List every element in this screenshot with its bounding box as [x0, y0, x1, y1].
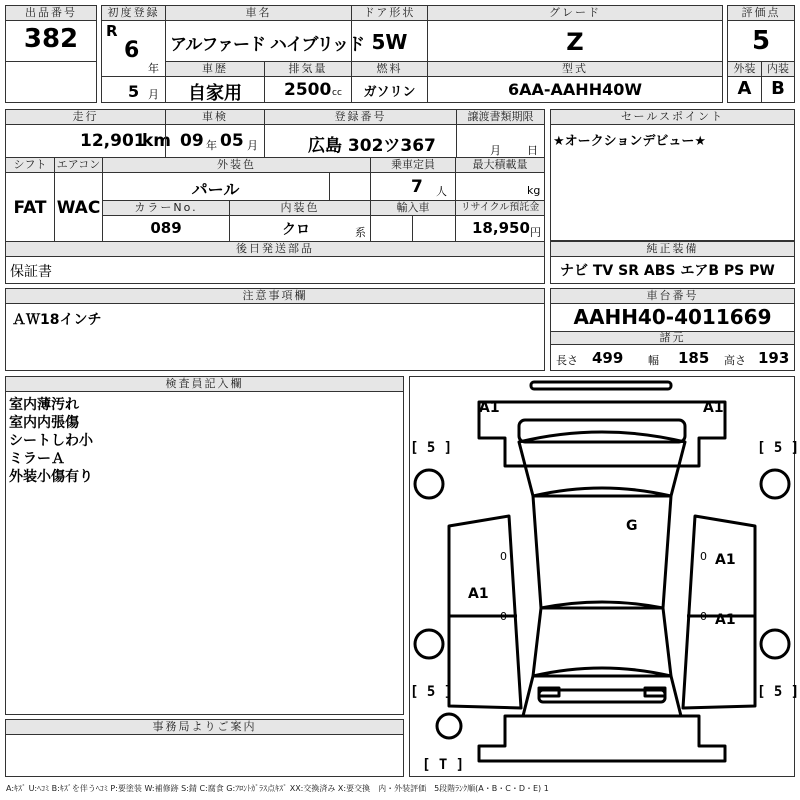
- ext-grade: A: [737, 78, 752, 99]
- mileage-unit: km: [142, 131, 172, 151]
- grade-label: グレード: [427, 5, 723, 21]
- later-parts: 保証書: [10, 264, 52, 280]
- int-grade: B: [771, 78, 785, 99]
- inspector-line: 室内薄汚れ: [9, 397, 79, 413]
- inspector-line: 外装小傷有り: [9, 469, 93, 485]
- model-label: 型式: [427, 61, 723, 77]
- tire-depth: [ 5 ]: [757, 684, 800, 700]
- notes-label: 注意事項欄: [5, 288, 545, 304]
- ext-label: 外装: [727, 61, 762, 77]
- tire-depth: [ 5 ]: [410, 440, 453, 456]
- fuel-label: 燃料: [351, 61, 428, 77]
- score: 5: [751, 26, 771, 56]
- intcolor-label: 内装色: [229, 200, 371, 216]
- model: 6AA-AAHH40W: [508, 80, 642, 99]
- reg-year: 6: [124, 38, 140, 63]
- mileage: 12,901: [80, 131, 146, 151]
- ac-label: エアコン: [54, 157, 103, 173]
- color-number: 089: [150, 219, 182, 237]
- inspect-month: 05: [220, 131, 244, 151]
- office-label: 事務局よりご案内: [5, 719, 404, 735]
- lot-label: 出品番号: [5, 5, 97, 21]
- fuel: ガソリン: [363, 85, 416, 100]
- chassis-number: AAHH40-4011669: [573, 305, 772, 329]
- damage-mark: 0: [500, 550, 507, 563]
- wid-label: 幅: [648, 354, 659, 367]
- recycle-label: リサイクル預託金: [455, 200, 545, 216]
- later-parts-label: 後日発送部品: [5, 241, 545, 257]
- capacity: 7: [411, 177, 423, 197]
- notes: ＡＷ18インチ: [12, 312, 102, 328]
- ext-color: パール: [191, 180, 240, 199]
- recycle-unit: 円: [530, 226, 541, 239]
- era: R: [106, 22, 118, 40]
- inspector-line: 室内内張傷: [9, 415, 79, 431]
- inspect-label: 車検: [165, 109, 265, 125]
- inspect-year-unit: 年: [206, 139, 217, 152]
- damage-mark: A1: [703, 400, 724, 416]
- capacity-label: 乗車定員: [370, 157, 456, 173]
- damage-mark: A1: [479, 400, 500, 416]
- color-label: 外装色: [102, 157, 371, 173]
- equipment-label: 純正装備: [550, 241, 795, 257]
- inspect-month-unit: 月: [247, 139, 258, 152]
- tire-depth: [ 5 ]: [757, 440, 800, 456]
- car-name: アルファード ハイブリッド: [170, 35, 365, 55]
- colorno-label: カラーNo.: [102, 200, 230, 216]
- history: 自家用: [188, 83, 242, 104]
- chassis-label: 車台番号: [550, 288, 795, 304]
- damage-mark: 0: [700, 550, 707, 563]
- disp-label: 排気量: [264, 61, 352, 77]
- load-label: 最大積載量: [455, 157, 545, 173]
- spec-length: 499: [592, 349, 624, 367]
- displacement: 2500: [284, 80, 332, 100]
- tire-depth: [ 5 ]: [410, 684, 453, 700]
- spec-height: 193: [758, 349, 790, 367]
- load-unit: kg: [527, 184, 541, 197]
- damage-mark: 0: [700, 610, 707, 623]
- sales-label: セールスポイント: [550, 109, 795, 125]
- reg-year-unit: 年: [148, 62, 159, 75]
- inspector-line: ミラーＡ: [9, 451, 65, 467]
- damage-mark: A1: [468, 586, 489, 602]
- name-label: 車名: [165, 5, 352, 21]
- damage-mark: A1: [715, 552, 736, 568]
- office-cell: [5, 734, 404, 777]
- shift-label: シフト: [5, 157, 55, 173]
- damage-mark: G: [626, 518, 638, 534]
- door-type: 5W: [371, 30, 408, 54]
- import-label: 輸入車: [370, 200, 456, 216]
- score-label: 評価点: [727, 5, 795, 21]
- specs-label: 諸元: [550, 331, 795, 345]
- import-cell: [370, 215, 456, 242]
- sales-point: ★オークションデビュー★: [553, 134, 707, 149]
- reg-month: 5: [128, 82, 140, 101]
- grade: Z: [566, 28, 584, 56]
- first-reg-label: 初度登録: [101, 5, 166, 21]
- int-color: クロ: [282, 222, 310, 238]
- reg-label: 登録番号: [264, 109, 457, 125]
- damage-mark: 0: [500, 610, 507, 623]
- spec-width: 185: [678, 349, 710, 367]
- disp-unit: cc: [332, 88, 342, 98]
- doc-day: 日: [527, 144, 538, 157]
- registration: 広島 302ツ367: [308, 136, 436, 156]
- inspect-year: 09: [180, 131, 204, 151]
- history-label: 車歴: [165, 61, 265, 77]
- recycle-fee: 18,950: [472, 219, 530, 237]
- len-label: 長さ: [556, 354, 578, 367]
- shift: FAT: [13, 198, 47, 218]
- car-diagram: [409, 376, 795, 777]
- damage-mark: A1: [715, 612, 736, 628]
- inspector-label: 検査員記入欄: [5, 376, 404, 392]
- damage-legend: A:ｷｽﾞ U:ﾍｺﾐ B:ｷｽﾞを伴うﾍｺﾐ P:要塗装 W:補修跡 S:錆 C:腐食 G:ﾌﾛﾝﾄｶﾞﾗｽ点ｷｽﾞ XX:交換済み X:要交換 内・外装評価 5段階ﾗﾝｸ順(A・B・C・D・E) 1: [6, 784, 549, 793]
- doc-label: 譲渡書類期限: [456, 109, 545, 125]
- doc-month: 月: [490, 144, 501, 157]
- reg-month-unit: 月: [148, 88, 159, 101]
- later-parts-cell: [5, 256, 545, 284]
- hgt-label: 高さ: [724, 354, 746, 367]
- spare-tire: [ T ]: [422, 757, 465, 773]
- mileage-label: 走行: [5, 109, 166, 125]
- intcolor-unit: 系: [355, 226, 366, 239]
- int-label: 内装: [761, 61, 795, 77]
- door-label: ドア形状: [351, 5, 428, 21]
- equipment: ナビ TV SR ABS エアB PS PW: [560, 263, 775, 279]
- capacity-unit: 人: [436, 185, 447, 198]
- lot-number: 382: [23, 24, 79, 54]
- aircon: WAC: [56, 198, 101, 218]
- inspector-line: シートしわ小: [9, 433, 93, 449]
- lot-blank: [5, 61, 97, 103]
